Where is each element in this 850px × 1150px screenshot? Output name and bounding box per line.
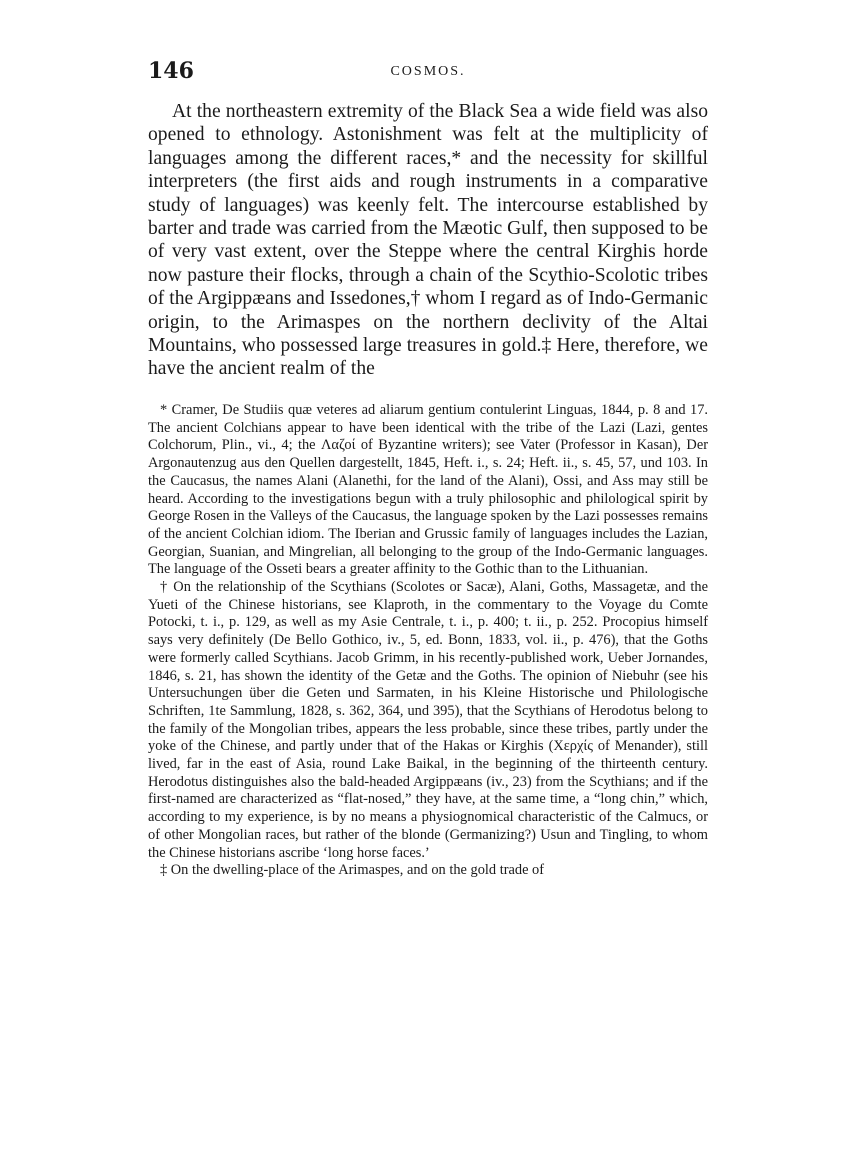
footnotes xyxy=(148,402,708,880)
footnote-asterisk: * Cramer, De Studiis quæ veteres ad aliarum gentium contulerint Linguas, 1844, p. 8 and 17. The ancient Colchians appear to have been identical with the tribe of the Lazi (Lazi, gentes Colchorum, Plin., vi., 4; the Λαζοί of Byzantine writers); see Vater (Professor in Kasan), Der Argonautenzug aus den Quellen dargestellt, 1845, Heft. i., s. 24; Heft. ii., s. 45, 57, und 103. In the Caucasus, the names Alani (Alanethi, for the land of the Alani), Ossi, and Ass may still be heard. According to the investigations begun with a truly philosophic and philological spirit by George Rosen in the Valleys of the Caucasus, the language spoken by the Lazi possesses remains of the ancient Colchian idiom. The Iberian and Grussic family of languages includes the Lazian, Georgian, Suanian, and Mingrelian, all belonging to the group of the Indo-Germanic languages. The language of the Osseti bears a greater affinity to the Gothic than to the Lithuanian. xyxy=(148,402,708,578)
body-paragraph: At the northeastern extremity of the Black Sea a wide field was also opened to ethnology. Astonishment was felt at the multiplicity of languages among the different races,* and the necessity for skillful interpreters (the first aids and rough instruments in a comparative study of languages) was keenly felt. The intercourse established by barter and trade was carried from the Mæotic Gulf, then supposed to be of very vast extent, over the Steppe where the central Kirghis horde now pasture their flocks, through a chain of the Scythio-Scolotic tribes of the Argippæans and Issedones,† whom I regard as of Indo-Germanic origin, to the Arimaspes on the northern declivity of the Altai Mountains, who possessed large treasures in gold.‡ Here, therefore, we have the ancient realm of the xyxy=(148,101,708,380)
running-title: COSMOS. xyxy=(390,64,466,79)
running-head xyxy=(148,58,708,88)
page-number: 146 xyxy=(148,58,194,84)
footnote-dagger: † On the relationship of the Scythians (Scolotes or Sacæ), Alani, Goths, Massagetæ, and the Yueti of the Chinese historians, see Klaproth, in the commentary to the Voyage du Comte Potocki, t. i., p. 129, as well as my Asie Centrale, t. i., p. 400; t. ii., p. 252. Procopius himself says very definitely (De Bello Gothico, iv., 5, ed. Bonn, 1833, vol. ii., p. 476), that the Goths were formerly called Scythians. Jacob Grimm, in his recently-published work, Ueber Jornandes, 1846, s. 21, has shown the identity of the Getæ and the Goths. The opinion of Niebuhr (see his Untersuchungen über die Geten und Sarmaten, in his Kleine Historische und Philologische Schriften, 1te Sammlung, 1828, s. 362, 364, und 395), that the Scythians of Herodotus belong to the family of the Mongolian tribes, appears the less probable, since these tribes, partly under the yoke of the Chinese, and partly under that of the Hakas or Kirghis (Χερχίς of Menander), still lived, far in the east of Asia, round Lake Baikal, in the beginning of the thirteenth century. Herodotus distinguishes also the bald-headed Argippæans (iv., 23) from the Scythians; and if the first-named are characterized as “flat-nosed,” they have, at the same time, a “long chin,” which, according to my experience, is by no means a physiognomical characteristic of the Calmucs, or of other Mongolian races, but rather of the blonde (Germanizing?) Usun and Tingling, to whom the Chinese historians ascribe ‘long horse faces.’ xyxy=(148,579,708,861)
footnote-double-dagger: ‡ On the dwelling-place of the Arimaspes, and on the gold trade of xyxy=(160,862,545,879)
main-text xyxy=(148,100,708,381)
